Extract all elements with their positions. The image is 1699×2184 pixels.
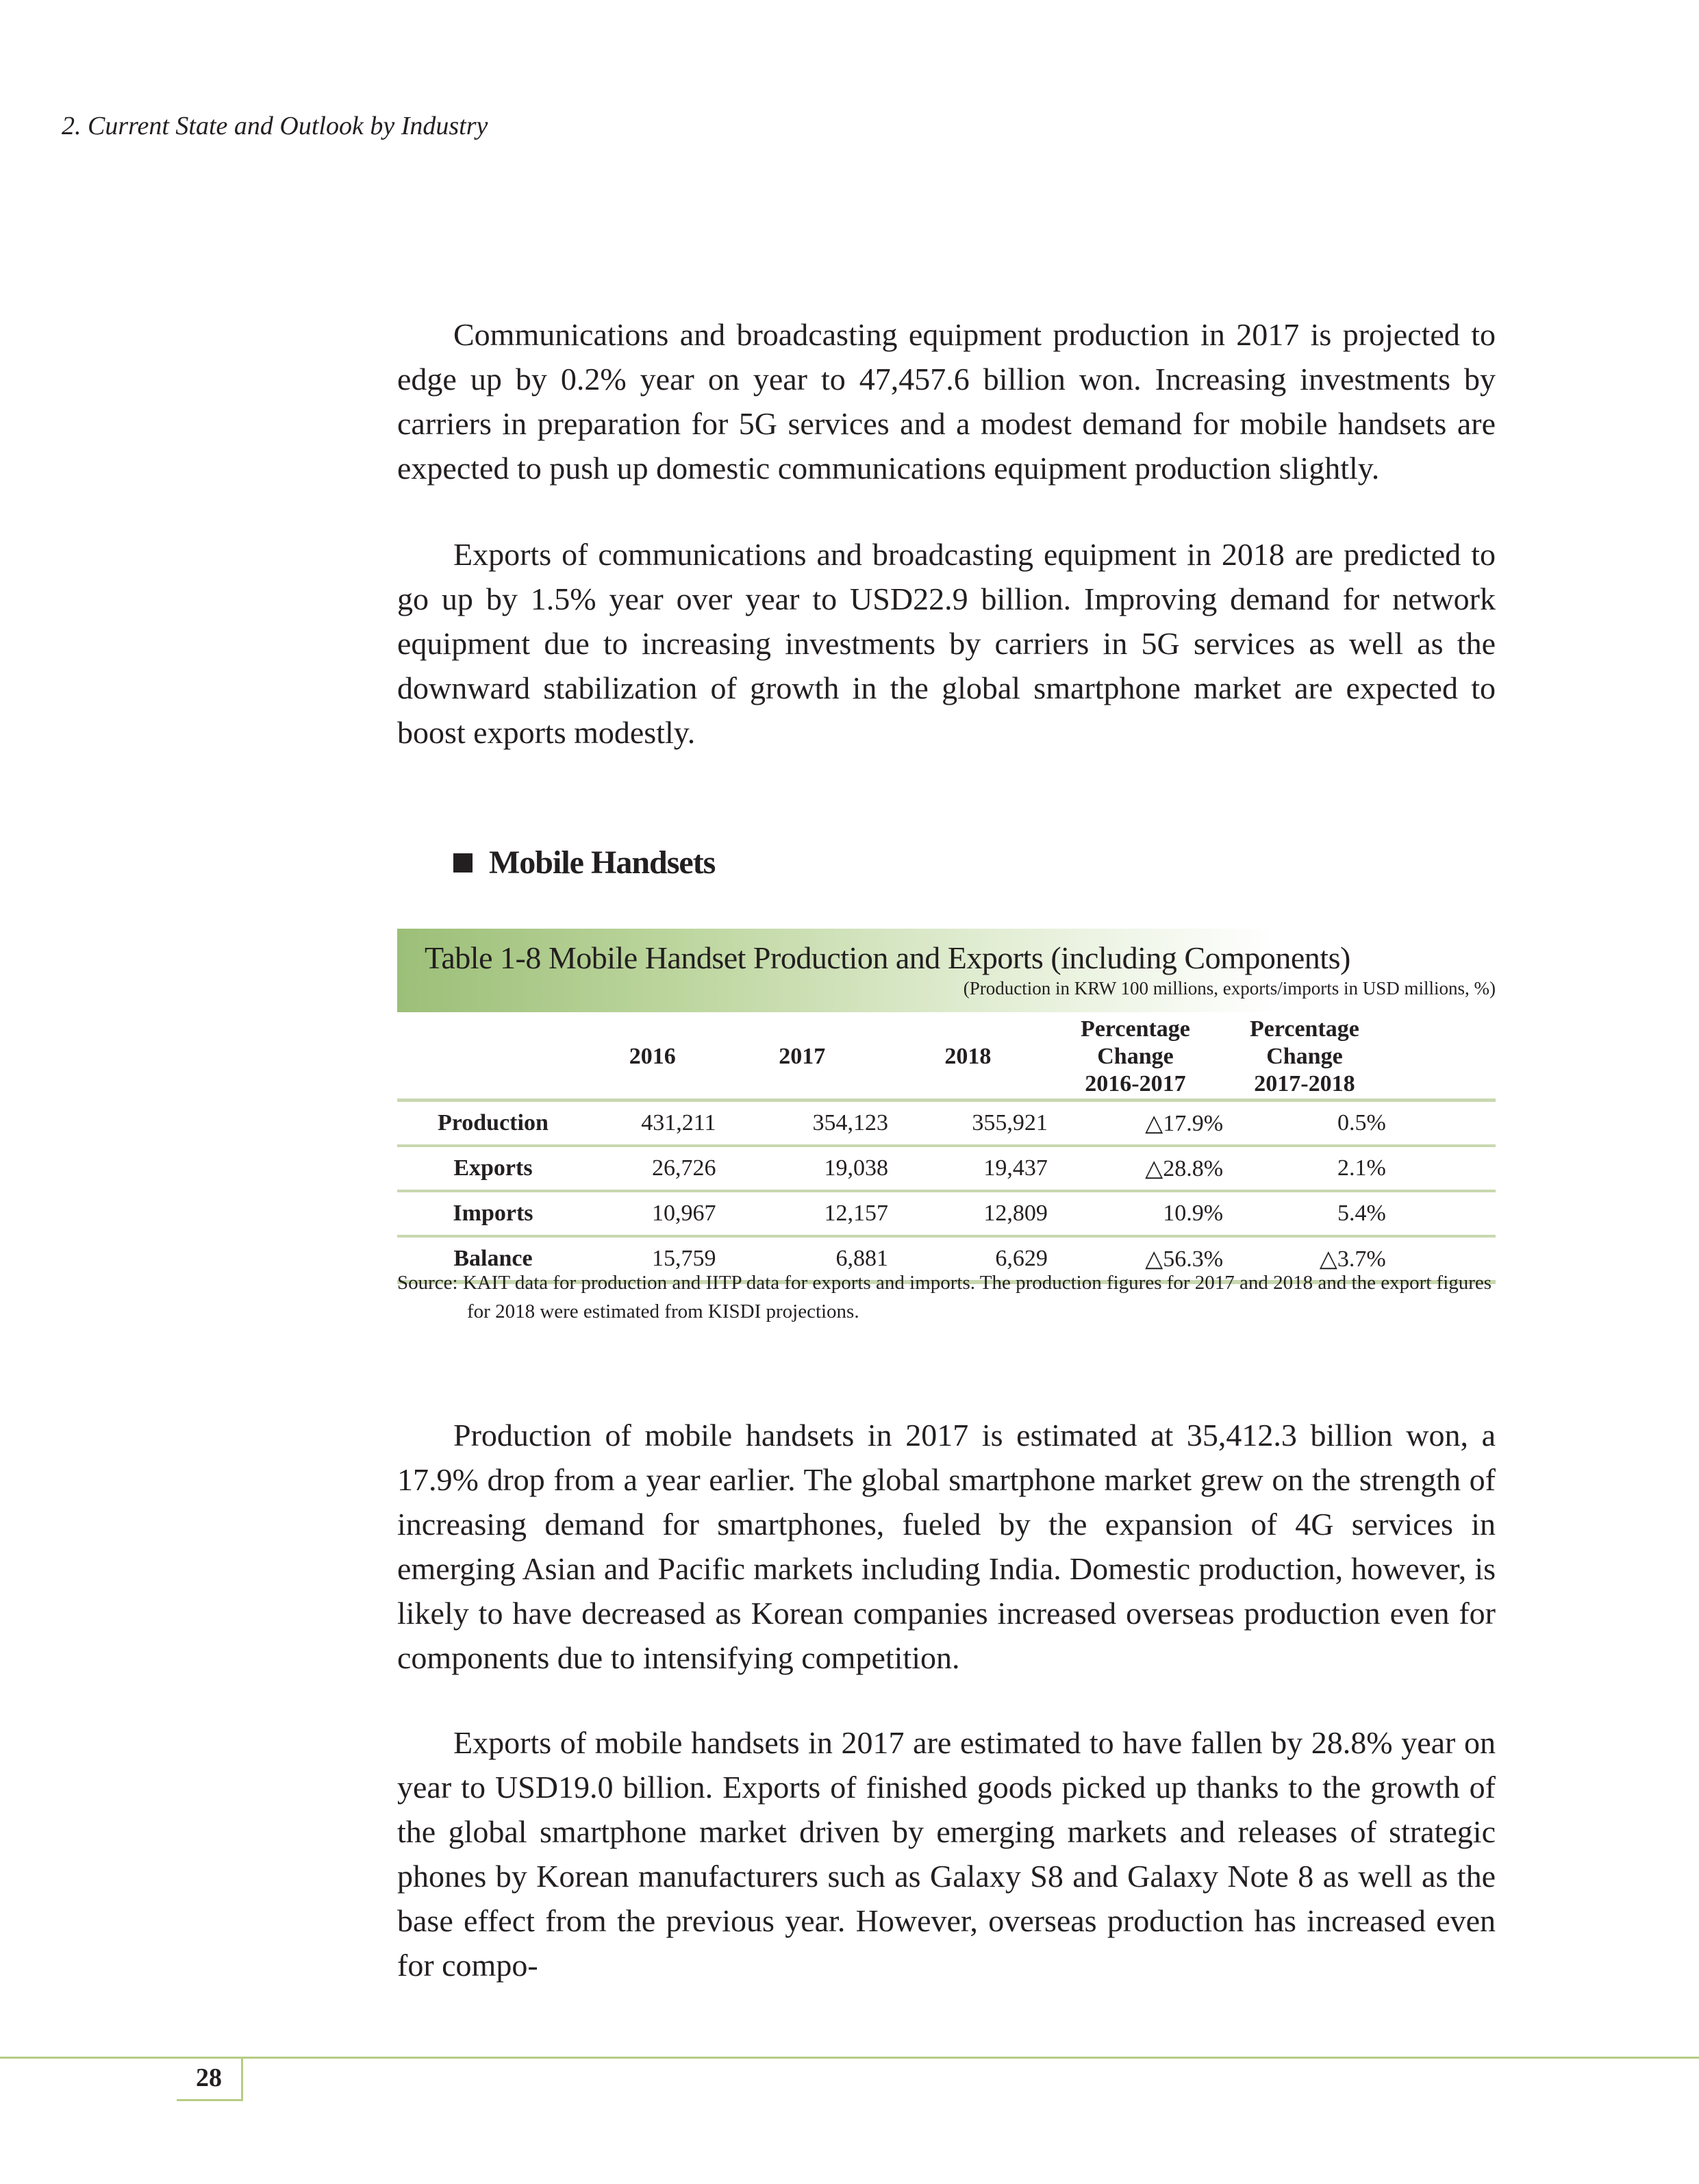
cell-pct-2016-2017: △28.8%	[1145, 1156, 1224, 1181]
header-line: Percentage Change	[1250, 1016, 1359, 1069]
cell-pct-2016-2017: 10.9%	[1163, 1201, 1224, 1226]
table-header-row	[397, 1015, 1496, 1101]
section-title-text: Mobile Handsets	[489, 844, 716, 881]
header-line: 2016-2017	[1085, 1071, 1186, 1096]
row-label: Production	[438, 1110, 549, 1135]
cell-spacer	[1386, 1101, 1496, 1146]
paragraph-comm-production: Communications and broadcasting equipment production in 2017 is projected to edge up by 0.2% year on year to 47,457.6 billion won. Increasing investments by carriers in preparation for 5G services and a modest demand for mobile handsets are expected to push up domestic communications equipment production slightly.	[397, 317, 1496, 486]
cell-2017: 354,123	[812, 1110, 888, 1135]
cell-2016: 26,726	[652, 1155, 716, 1181]
table-header-2016: 2016	[629, 1044, 676, 1069]
table-unit-note: (Production in KRW 100 millions, exports/imports in USD millions, %)	[963, 978, 1496, 999]
table-row	[397, 1146, 1496, 1191]
table-source-note	[397, 1268, 1496, 1326]
section-title	[453, 844, 715, 881]
paragraph-handset-exports: Exports of mobile handsets in 2017 are estimated to have fallen by 28.8% year on year to USD19.0 billion. Exports of finished goods picked up thanks to the growth of the global smartphone market driven by emerging markets and releases of strategic phones by Korean manufacturers such as Galaxy S8 and Galaxy Note 8 as well as the base effect from the previous year. However, overseas production has increased even for compo-	[397, 1725, 1496, 1983]
square-bullet-icon	[453, 853, 473, 873]
cell-2018: 19,437	[983, 1155, 1048, 1181]
paragraph-handset-production: Production of mobile handsets in 2017 is estimated at 35,412.3 billion won, a 17.9% drop from a year earlier. The global smartphone market grew on the strength of increasing demand for smartphones, fueled by the expansion of 4G services in emerging Asian and Pacific markets including India. Domestic production, however, is likely to have decreased as Korean companies increased overseas production even for components due to intensifying competition.	[397, 1418, 1496, 1675]
table-header-pct-change-2017-2018	[1223, 1015, 1386, 1101]
row-label: Exports	[453, 1155, 533, 1181]
table-header-2018: 2018	[944, 1044, 992, 1069]
cell-pct-2017-2018: △3.7%	[1319, 1246, 1386, 1272]
data-table	[397, 1015, 1496, 1284]
cell-pct-2016-2017: △56.3%	[1145, 1246, 1224, 1272]
footer-rule	[0, 2057, 1699, 2059]
cell-2018: 12,809	[983, 1201, 1048, 1226]
source-line: Source: KAIT data for production and IITP data for exports and imports. The production figures for 2017 and 2018 and the export figures	[397, 1272, 1492, 1294]
table-header-pct-change-2016-2017	[1048, 1015, 1223, 1101]
source-line: for 2018 were estimated from KISDI projections.	[467, 1301, 859, 1322]
data-table-wrapper	[397, 1015, 1496, 1284]
header-line: 2017-2018	[1254, 1071, 1355, 1096]
row-label: Imports	[453, 1201, 533, 1226]
cell-2017: 6,881	[835, 1246, 888, 1271]
table-caption: Table 1-8 Mobile Handset Production and Exports (including Components)	[425, 940, 1350, 975]
cell-2016: 10,967	[652, 1201, 716, 1226]
cell-spacer	[1386, 1146, 1496, 1191]
cell-pct-2016-2017: △17.9%	[1145, 1111, 1224, 1136]
cell-2016: 15,759	[652, 1246, 716, 1271]
page-number: 28	[177, 2057, 243, 2101]
row-label: Balance	[453, 1246, 533, 1271]
cell-pct-2017-2018: 2.1%	[1337, 1155, 1386, 1181]
cell-2018: 355,921	[972, 1110, 1048, 1135]
cell-pct-2017-2018: 0.5%	[1337, 1110, 1386, 1135]
table-header-empty	[397, 1015, 589, 1101]
table-header-spacer	[1386, 1015, 1496, 1101]
cell-spacer	[1386, 1191, 1496, 1236]
table-header-2017: 2017	[779, 1044, 826, 1069]
paragraph-comm-exports: Exports of communications and broadcasting equipment in 2018 are predicted to go up by 1.5% year over year to USD22.9 billion. Improving demand for network equipment due to increasing investments by carriers in 5G services as well as the downward stabilization of growth in the global smartphone market are expected to boost exports modestly.	[397, 537, 1496, 750]
cell-2017: 19,038	[824, 1155, 888, 1181]
table-row	[397, 1101, 1496, 1146]
cell-2017: 12,157	[824, 1201, 888, 1226]
running-header: 2. Current State and Outlook by Industry	[62, 112, 488, 140]
cell-pct-2017-2018: 5.4%	[1337, 1201, 1386, 1226]
cell-2016: 431,211	[641, 1110, 716, 1135]
cell-2018: 6,629	[995, 1246, 1048, 1271]
header-line: Percentage Change	[1081, 1016, 1190, 1069]
table-row	[397, 1191, 1496, 1236]
